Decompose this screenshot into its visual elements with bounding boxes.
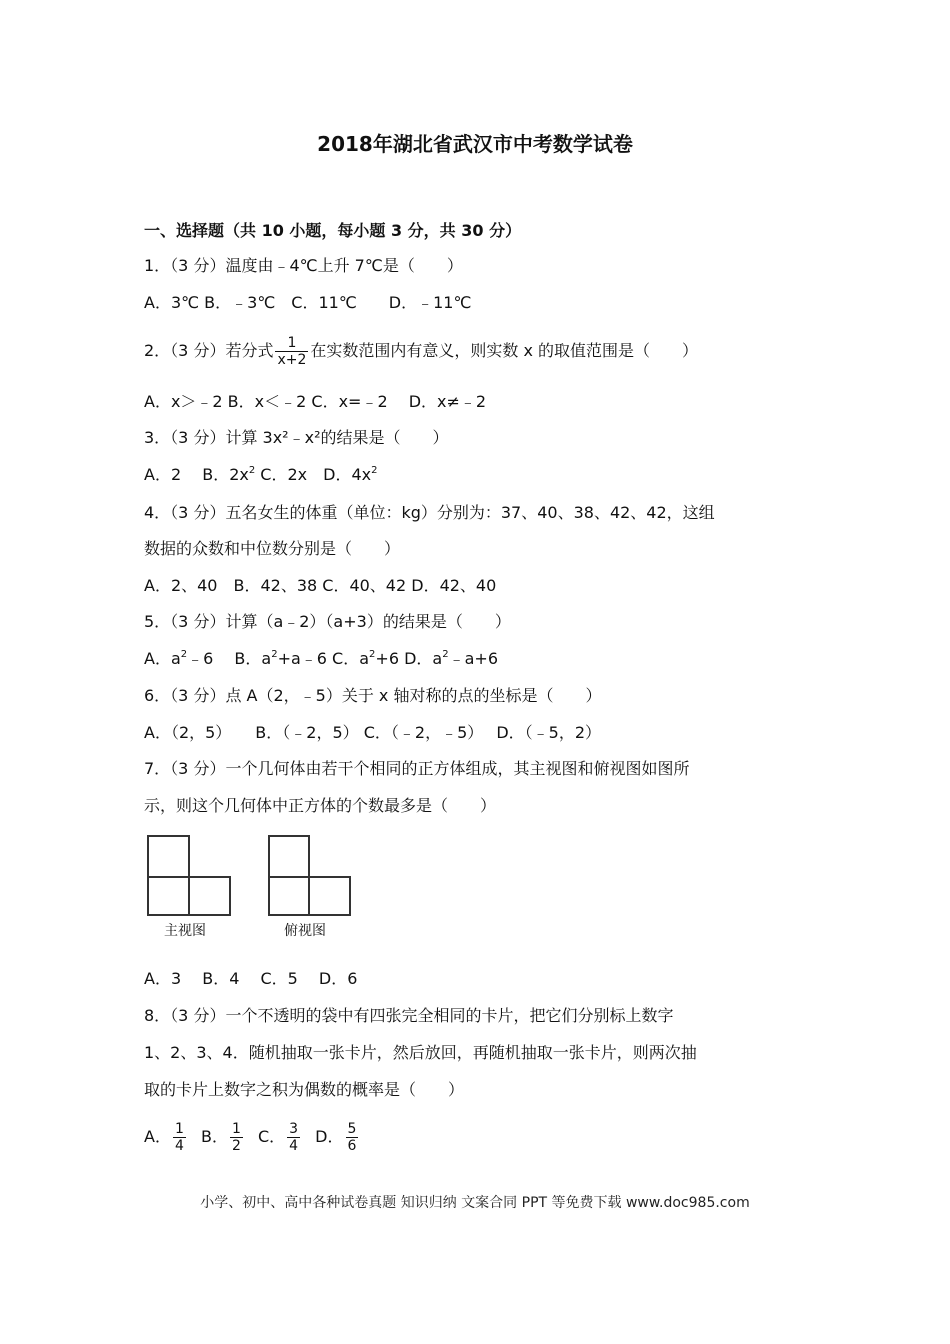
q3-opt-b: C．2x D．4x [255, 465, 372, 484]
q5-sup: 2 [442, 649, 449, 660]
q5-opt-part: +6 D．a [375, 649, 443, 668]
q2-stem [144, 332, 698, 370]
q2-options: A．x＞﹣2 B．x＜﹣2 C．x=﹣2 D．x≠﹣2 [144, 392, 487, 411]
q5-sup: 2 [369, 649, 376, 660]
q8-option-b-frac [230, 1121, 243, 1154]
q2-stem-after: 在实数范围内有意义，则实数 x 的取值范围是（ ） [310, 341, 699, 360]
front-view-square [148, 877, 189, 915]
q3-stem: 3．（3 分）计算 3x²﹣x²的结果是（ ） [144, 428, 449, 447]
frac-num: 1 [174, 1121, 184, 1137]
q8-option-c-label: C． [257, 1127, 286, 1146]
q8-option-d-label: D． [315, 1127, 344, 1146]
q2-fraction [275, 335, 308, 368]
q5-sup: 2 [271, 649, 278, 660]
frac-den: 2 [231, 1138, 241, 1154]
front-view-square [189, 877, 230, 915]
top-view-square [269, 836, 309, 877]
front-view [148, 836, 230, 915]
q2-frac-den: x+2 [277, 352, 307, 368]
q6-stem: 6．（3 分）点 A（2，﹣5）关于 x 轴对称的点的坐标是（ ） [144, 686, 602, 705]
top-view-square [269, 877, 309, 915]
top-view-caption: 俯视图 [284, 923, 326, 939]
q8-option-c-frac [287, 1121, 300, 1154]
q3-sup: 2 [248, 465, 256, 476]
q4-line1: 4．（3 分）五名女生的体重（单位：kg）分别为：37、40、38、42、42，这组 [144, 503, 715, 522]
frac-den: 4 [289, 1138, 299, 1154]
q8-option-b-label: B． [200, 1127, 228, 1146]
q1-stem: 1．（3 分）温度由﹣4℃上升 7℃是（ ） [144, 256, 463, 275]
q6-options: A．（2，5） B．（﹣2，5） C．（﹣2，﹣5） D．（﹣5，2） [144, 723, 602, 742]
q8-option-a-label: A． [144, 1127, 171, 1146]
frac-num: 5 [347, 1121, 357, 1137]
q7-line1: 7．（3 分）一个几何体由若干个相同的正方体组成，其主视图和俯视图如图所 [144, 759, 690, 778]
q5-stem: 5．（3 分）计算（a﹣2）（a+3）的结果是（ ） [144, 612, 511, 631]
q3-options [144, 465, 377, 485]
q5-opt-part: ﹣6 B．a [187, 649, 272, 668]
q7-options: A．3 B．4 C．5 D．6 [144, 969, 358, 988]
q5-options [144, 649, 498, 669]
q8-options [144, 1117, 360, 1157]
q4-options: A．2、40 B．42、38 C．40、42 D．42、40 [144, 576, 497, 595]
q8-option-d-frac [346, 1121, 359, 1154]
frac-num: 1 [231, 1121, 241, 1137]
q4-line2: 数据的众数和中位数分别是（ ） [144, 539, 401, 558]
front-view-square [148, 836, 189, 877]
section-heading: 一、选择题（共 10 小题，每小题 3 分，共 30 分） [144, 221, 522, 240]
frac-den: 4 [174, 1138, 184, 1154]
top-view [269, 836, 350, 915]
frac-num: 3 [289, 1121, 299, 1137]
q5-opt-part: A．a [144, 649, 181, 668]
q2-stem-before: 2．（3 分）若分式 [144, 341, 274, 360]
q2-frac-num: 1 [275, 335, 308, 352]
frac-den: 6 [347, 1138, 357, 1154]
q8-line2: 1、2、3、4．随机抽取一张卡片，然后放回，再随机抽取一张卡片，则两次抽 [144, 1043, 697, 1062]
page-title: 2018年湖北省武汉市中考数学试卷 [317, 132, 633, 156]
q1-options: A．3℃ B．﹣3℃ C．11℃ D．﹣11℃ [144, 293, 472, 312]
q5-opt-part: ﹣a+6 [448, 649, 499, 668]
q8-option-a-frac [173, 1121, 186, 1154]
top-view-square [309, 877, 350, 915]
q8-line3: 取的卡片上数字之积为偶数的概率是（ ） [144, 1080, 465, 1099]
footer-text: 小学、初中、高中各种试卷真题 知识归纳 文案合同 PPT 等免费下载 www.doc985.com [200, 1195, 750, 1211]
q7-figure [146, 834, 361, 944]
q5-opt-part: +a﹣6 C．a [277, 649, 370, 668]
q5-sup: 2 [180, 649, 188, 660]
q8-line1: 8．（3 分）一个不透明的袋中有四张完全相同的卡片，把它们分别标上数字 [144, 1006, 674, 1025]
q3-sup: 2 [371, 465, 378, 476]
q3-opt-a: A．2 B．2x [144, 465, 249, 484]
q7-line2: 示，则这个几何体中正方体的个数最多是（ ） [144, 796, 497, 815]
front-view-caption: 主视图 [164, 923, 206, 939]
